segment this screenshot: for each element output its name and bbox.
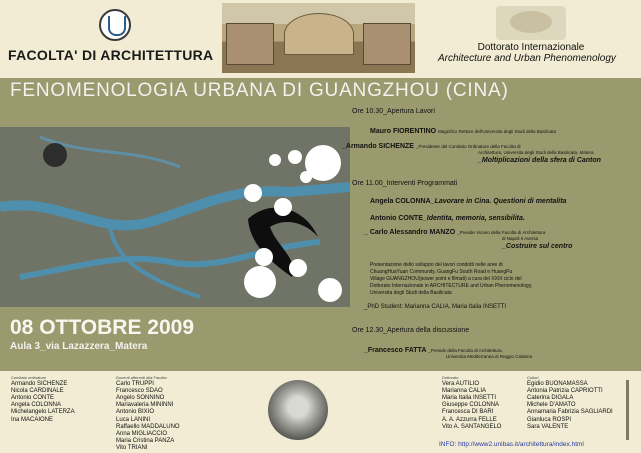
talk3-role-1: _Preside Vicario della Facolta di Architettura (457, 230, 546, 235)
committee-member: Vera AUTILIO (442, 381, 480, 388)
relief-image (496, 6, 566, 40)
committee-member: Raffaello MADDALUNO (116, 423, 180, 430)
speaker1-role: Magnifico Rettore dell'Universita degli Studi della Basilicata (438, 129, 556, 134)
closing-name: _Francesco FATTA (364, 347, 427, 354)
presentation-line-4: Dottorato Internazionale in ARCHITECTURE and Urban Phenomenology, (370, 283, 533, 289)
presentation-line-3: Village GUANGZHOU(power point e filmati) a cura del XXIII ciclo del (370, 276, 522, 282)
committee-member: Angelo SONNINO (116, 395, 165, 402)
speaker2-line (342, 143, 520, 150)
committee-member: Sara VALENTE (527, 423, 569, 430)
doctorate-title: Dottorato Internazionale (477, 42, 585, 53)
committee-member: Maria Italia INSETTI (442, 395, 497, 402)
committee-member: Vito TRIANI (116, 444, 148, 451)
talk1-line (370, 198, 566, 205)
committee-member: Nicola CARDINALE (11, 388, 64, 395)
committee-member: Antonio BIXIO (116, 409, 155, 416)
closing-role-1: _Preside della Facolta di Architettura, (428, 348, 503, 353)
committee-col-3 (442, 374, 501, 431)
bubble (318, 278, 342, 302)
committee-col-1 (11, 374, 75, 424)
bubble (288, 150, 302, 164)
presentation-block (370, 262, 532, 297)
committee-member: Maria Cristina PANZA (116, 437, 175, 444)
committee-member: Anna MIGLIACCIO (116, 430, 168, 437)
event-date: 08 OTTOBRE 2009 (10, 316, 195, 339)
bubble (289, 259, 307, 277)
talk1-title: _Lavorare in Cina. Questioni di mentalita (430, 198, 567, 205)
session-time: Ore 11.00_Interventi Programmati (352, 180, 458, 187)
talk2-line (370, 215, 525, 222)
info-link[interactable]: INFO: http://www2.unibas.it/architettura/index.html (439, 441, 584, 448)
bubble (244, 184, 262, 202)
faculty-name: FACOLTA' DI ARCHITETTURA (8, 47, 214, 63)
talk2-name: Antonio CONTE (370, 215, 423, 222)
committee-col-4-header: Cultori (527, 375, 539, 380)
committee-member: Mariavaleria MININNI (116, 402, 174, 409)
committee-member: Gianluca ROSPI (527, 416, 572, 423)
committee-member: Marianna CALIA (442, 388, 487, 395)
doctorate-block (438, 42, 638, 64)
committee-member: Francesca DI BARI (442, 409, 494, 416)
committee-member: Annamaria Fabrizia SAGLIARDI (527, 409, 613, 416)
committee-col-3-header: Dottorato (442, 375, 459, 380)
presentation-line-5: Universita degli Studi della Basilicata (370, 290, 452, 296)
committee-col-2 (116, 374, 180, 452)
presentation-line-1: Presentazione dello sviluppo dei lavori condotti nelle aree di (370, 262, 503, 268)
event-venue: Aula 3_via Lazazzera_Matera (10, 341, 148, 352)
committee-member: Francesco SDAO (116, 388, 163, 395)
speaker2-role-2: Architettura, Universita degli Studi della Basilicata, Matera (478, 150, 594, 155)
closing-line (364, 347, 503, 354)
talk3-name: _ Carlo Alessandro MANZO (364, 229, 456, 236)
committee-member: Caterina DIGALA (527, 395, 574, 402)
bubble (300, 171, 312, 183)
committee-member: Antonio CONTE (11, 395, 55, 402)
speaker2-role-1: _Presidente del Comitato Ordinatore della Facolta di (415, 144, 521, 149)
committee-col-1-header: Comitato ordinatore (11, 375, 47, 380)
committee-member: Ina MACAIONE (11, 416, 54, 423)
ideal-city-painting (222, 3, 415, 73)
bubble (274, 198, 292, 216)
poster-title: FENOMENOLOGIA URBANA DI GUANGZHOU (CINA) (10, 80, 509, 101)
talk1-name: Angela COLONNA (370, 198, 431, 205)
vertical-mark (622, 380, 634, 440)
speaker1-name: Mauro FIORENTINO (370, 128, 437, 135)
vertical-mark-bar (626, 380, 629, 440)
talk3-role-2: di Napoli II Aversa (502, 236, 539, 241)
artwork-disc (268, 380, 328, 440)
presentation-line-2: ChuangHuaYuan Community, GuangFu South Road e HuangPu (370, 269, 513, 275)
bubble (269, 154, 281, 166)
committee-member: Carlo TRUPPI (116, 381, 154, 388)
committee-member: Vito A. SANTANGELO (442, 423, 502, 430)
committee-member: Antonia Patrizia CAPRIOTTI (527, 388, 603, 395)
phd-students: _PhD Student: Marianna CALIA, Maria Italia INSETTI (364, 304, 507, 310)
university-logo (99, 9, 131, 41)
closing-role-2: Universita Mediterranea di Reggio Calabria (446, 354, 533, 359)
committee-member: Egidio BUONAMASSA (527, 381, 588, 388)
committee-member: Michele D'AMATO (527, 402, 576, 409)
painting-building-left (226, 23, 274, 65)
committee-member: Armando SICHENZE (11, 381, 68, 388)
committee-member: Giuseppe COLONNA (442, 402, 500, 409)
speaker2-name: _Armando SICHENZE (342, 143, 414, 150)
talk3-title: _Costruire sul centro (502, 243, 573, 250)
committee-member: Michelangelo LATERZA (11, 409, 75, 416)
committee-col-2-header: Docenti afferenti alla Facolta (116, 375, 167, 380)
opening-time: Ore 10.30_Apertura Lavori (352, 108, 435, 115)
talk3-line (364, 229, 545, 236)
committee-member: Luca LANINI (116, 416, 151, 423)
speaker2-talk: _Moltiplicazioni della sfera di Canton (478, 157, 601, 164)
painting-temple (284, 13, 354, 55)
committee-member: A. A. Azzurra FELLE (442, 416, 497, 423)
bubble (255, 248, 273, 266)
map-dark-spot (43, 143, 67, 167)
speaker1-line (370, 128, 556, 135)
bubble-overlay (215, 140, 355, 310)
discussion-time: Ore 12.30_Apertura della discussione (352, 327, 470, 334)
committee-col-4 (527, 374, 613, 431)
painting-building-right (363, 23, 411, 65)
bubble (244, 266, 276, 298)
committee-member: Angela COLONNA (11, 402, 62, 409)
talk2-title: _Identita, memoria, sensibilita. (422, 215, 525, 222)
doctorate-subtitle: Architecture and Urban Phenomenology (438, 53, 616, 64)
